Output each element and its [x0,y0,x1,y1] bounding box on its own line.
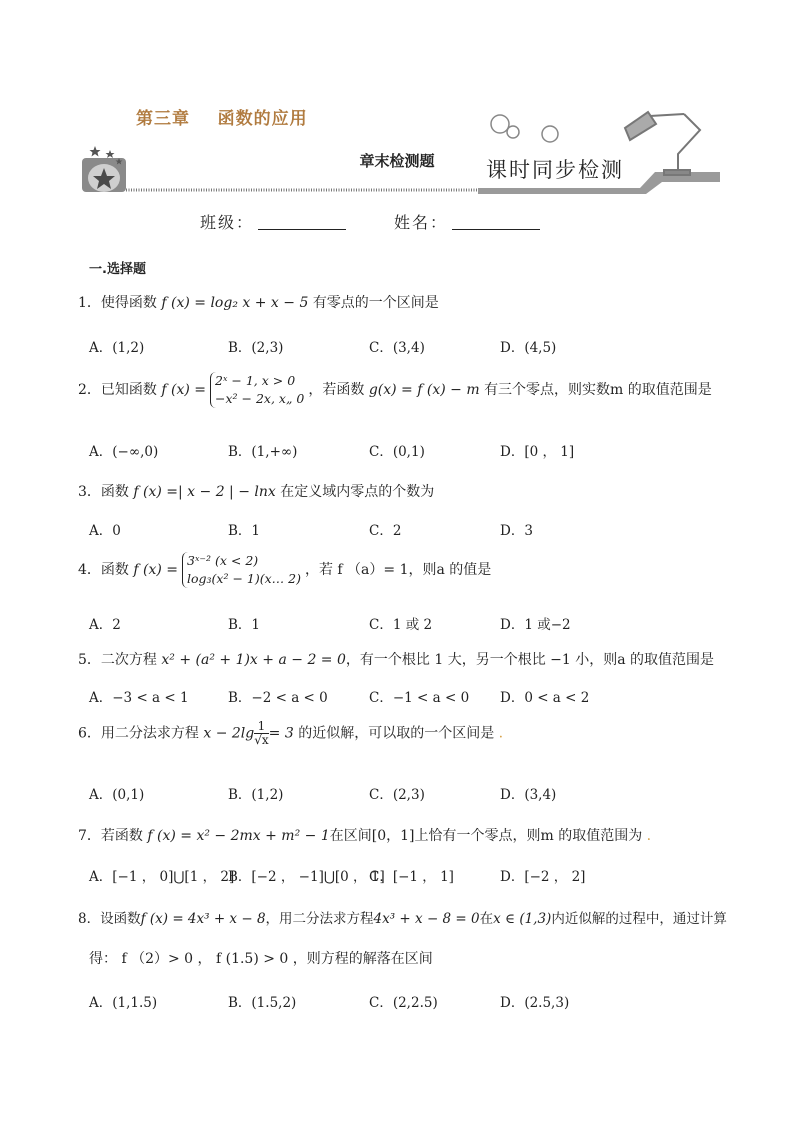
question-text: 使得函数 [100,295,157,311]
formula: f (x) = log₂ x + x − 5 [161,295,309,311]
question-text: 函数 [100,562,129,578]
formula: f (x) = [161,382,207,398]
option-a[interactable]: A．−3 < a < 1 [89,690,189,706]
question-text: 有零点的一个区间是 [312,295,439,311]
brand-label: 课时同步检测 [486,158,624,182]
piecewise-brace [182,552,301,588]
question-text: 用二分法求方程 [100,725,199,742]
formula: f (x) =| x − 2 | − lnx [133,484,276,500]
question-2 [78,372,712,408]
question-text: 函数 [100,484,129,500]
option-a[interactable]: A．(1,1.5) [89,995,158,1011]
option-c[interactable]: C．−1 < a < 0 [369,690,470,706]
case-2: log₃(x² − 1)(x… 2) [187,571,301,586]
question-3 [78,481,434,501]
question-8 [78,907,727,927]
question-4 [78,552,491,588]
question-8-line-2: 得： f （2）> 0 ， f (1.5) > 0 ，则方程的解落在区间 [89,951,433,967]
option-b[interactable]: B．1 [228,523,261,539]
option-b[interactable]: B．(1.5,2) [228,995,297,1011]
option-d[interactable]: D．(2.5,3) [500,995,570,1011]
question-text: 若函数 [100,828,143,844]
formula: x ∈ (1,3) [493,911,552,927]
name-blank [452,215,540,230]
question-5 [78,649,714,669]
option-c[interactable]: C．(2,3) [369,787,425,803]
question-1 [78,292,439,312]
name-label: 姓名： [394,213,449,232]
case-1: 2ˣ − 1, x > 0 [215,373,296,388]
question-text: 有三个零点，则实数m 的取值范围是 [484,382,712,398]
option-b[interactable]: B．1 [228,617,261,633]
option-d[interactable]: D．(3,4) [500,787,557,803]
case-2: −x² − 2x, x„ 0 [215,391,305,406]
question-text: 已知函数 [100,382,157,398]
option-b[interactable]: B．(1,2) [228,787,284,803]
option-c[interactable]: C．(0,1) [369,444,425,460]
formula: = 3 [268,725,294,742]
question-number: 4． [78,562,101,578]
question-text: 在区间[0，1]上恰有一个零点，则m 的取值范围为 [329,828,643,844]
option-b[interactable]: B．(1,+∞) [228,444,298,460]
option-a[interactable]: A．0 [89,523,121,539]
fraction-numerator: 1 [254,720,268,734]
question-text: ，若函数 [308,382,365,398]
question-text: 内近似解的过程中，通过计算 [551,911,727,927]
option-d[interactable]: D．(4,5) [500,340,557,356]
question-text: 设函数 [100,911,141,927]
question-text: 在 [479,911,494,927]
question-number: 1． [78,295,101,311]
section-title: 一.选择题 [89,262,146,277]
option-c[interactable]: C．1 或 2 [369,617,433,633]
question-7 [78,825,651,845]
question-text: 二次方程 [100,652,157,668]
option-b[interactable]: B．[−2 ， −1]⋃[0 ， 1] [228,869,385,885]
bubble-icon [491,115,509,133]
case-1: 3ˣ⁻² (x < 2) [187,553,259,568]
question-text: 在定义域内零点的个数为 [280,484,435,500]
question-number: 6． [78,725,101,742]
fraction [254,720,268,747]
formula: f (x) = [133,562,179,578]
option-c[interactable]: C．(3,4) [369,340,425,356]
option-d[interactable]: D．0 < a < 2 [500,690,590,706]
formula: x² + (a² + 1)x + a − 2 = 0 [161,652,346,668]
piecewise-brace [210,372,304,408]
question-text: ，若 f （a）= 1，则a 的值是 [304,562,492,578]
formula: f (x) = 4x³ + x − 8 [140,911,266,927]
question-number: 8． [78,911,101,927]
class-blank [258,215,346,230]
formula: 4x³ + x − 8 = 0 [373,911,480,927]
option-a[interactable]: A．(0,1) [89,787,145,803]
formula: x − 2lg [203,725,255,742]
question-number: 3． [78,484,101,500]
question-number: 5． [78,652,101,668]
option-c[interactable]: C．2 [369,523,402,539]
option-a[interactable]: A．(1,2) [89,340,145,356]
question-6 [78,720,503,747]
question-number: 2． [78,382,101,398]
decoration-dot: . [494,725,504,742]
question-text: ，用二分法求方程 [265,911,374,927]
decoration-dot: . [642,828,652,844]
option-a[interactable]: A．2 [89,617,121,633]
page-subtitle: 章末检测题 [359,152,435,170]
formula: g(x) = f (x) − m [368,382,480,398]
name-field [394,210,540,233]
option-b[interactable]: B．−2 < a < 0 [228,690,328,706]
class-label: 班级： [200,213,255,232]
option-d[interactable]: D．[−2 ， 2] [500,869,586,885]
option-d[interactable]: D．1 或−2 [500,617,571,633]
fraction-denominator: √x [254,733,269,747]
option-a[interactable]: A．[−1 ， 0]⋃[1 ， 2] [89,869,235,885]
option-c[interactable]: C．(2,2.5) [369,995,438,1011]
formula: f (x) = x² − 2mx + m² − 1 [147,828,330,844]
chapter-title: 第三章 函数的应用 [136,109,308,129]
question-number: 7． [78,828,101,844]
question-text: ，有一个根比 1 大，另一个根比 −1 小，则a 的取值范围是 [345,652,715,668]
option-b[interactable]: B．(2,3) [228,340,284,356]
option-d[interactable]: D．3 [500,523,533,539]
option-a[interactable]: A．(−∞,0) [89,444,159,460]
option-d[interactable]: D．[0 ， 1] [500,444,575,460]
option-c[interactable]: C．[−1 ， 1] [369,869,454,885]
class-field [200,210,346,233]
question-text: 的近似解，可以取的一个区间是 [298,725,495,742]
